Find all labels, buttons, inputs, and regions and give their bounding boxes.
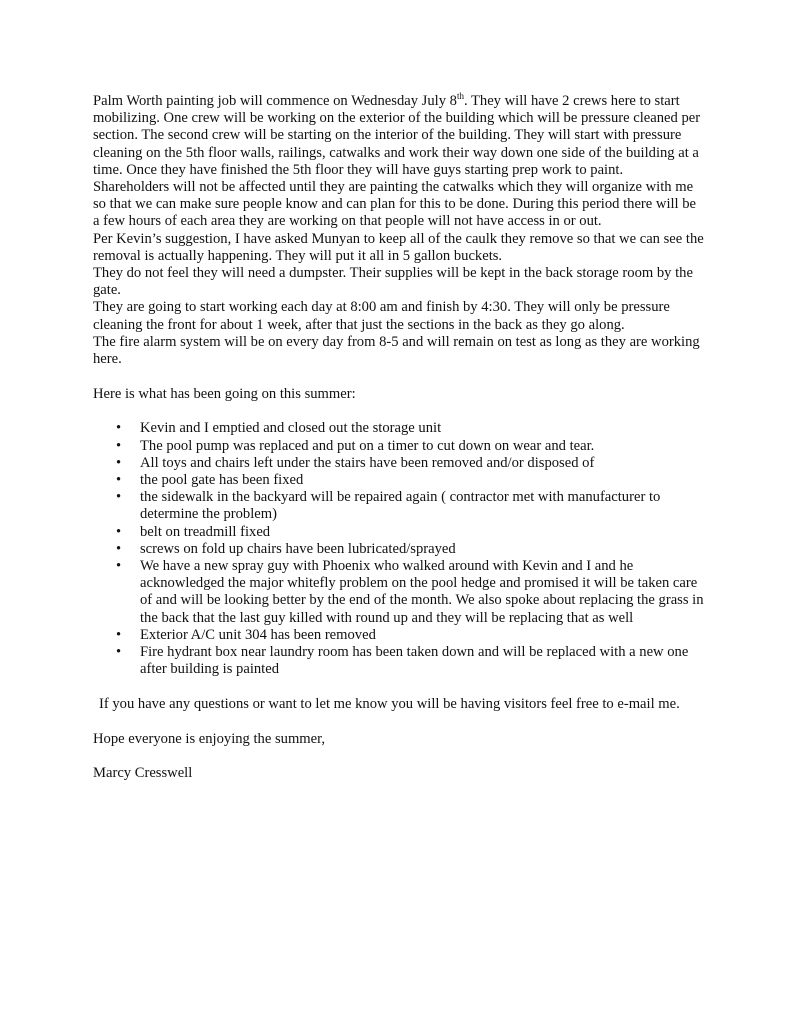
ordinal-suffix: th bbox=[456, 91, 464, 102]
list-item-text: belt on treadmill fixed bbox=[140, 523, 271, 540]
signature: Marcy Cresswell bbox=[93, 765, 193, 782]
list-item bbox=[116, 420, 705, 437]
list-item-text: Fire hydrant box near laundry room has been taken down and will be replaced with a new one after building is painted bbox=[140, 644, 689, 678]
list-item-text: The pool pump was replaced and put on a timer to cut down on wear and tear. bbox=[140, 437, 595, 454]
summer-heading: Here is what has been going on this summer: bbox=[93, 385, 356, 402]
spacer bbox=[93, 713, 705, 731]
letter-body bbox=[93, 93, 705, 783]
list-item bbox=[116, 540, 705, 558]
list-item bbox=[116, 523, 705, 541]
list-item bbox=[116, 454, 705, 472]
paragraph-work-hours: They are going to start working each day at 8:00 am and finish by 4:30. They will only be pressure cleaning the front for about 1 week, after that just the sections in the back as they go along. bbox=[93, 299, 670, 333]
paragraph-shareholders: Shareholders will not be affected until they are painting the catwalks which they will organize with me so that we can make sure people know and can plan for this to be done. During this period there will be a few hours of each area they are working on that people will not have access in or out. bbox=[93, 179, 697, 230]
paragraph-questions: If you have any questions or want to let me know you will be having visitors feel free to e-mail me. bbox=[99, 696, 680, 712]
list-item bbox=[116, 489, 705, 523]
paragraph-fire-alarm: The fire alarm system will be on every day from 8-5 and will remain on test as long as they are working here. bbox=[93, 333, 700, 368]
list-item bbox=[116, 437, 705, 455]
paragraph-painting-job bbox=[93, 93, 705, 179]
paragraph-dumpster: They do not feel they will need a dumpster. Their supplies will be kept in the back storage room by the gate. bbox=[93, 265, 693, 299]
bullet-icon: • bbox=[116, 437, 122, 454]
paragraph-caulk: Per Kevin’s suggestion, I have asked Munyan to keep all of the caulk they remove so that we can see the removal is actually happening. They will put it all in 5 gallon buckets. bbox=[93, 230, 704, 264]
list-item-text: Exterior A/C unit 304 has been removed bbox=[140, 626, 376, 643]
list-item bbox=[116, 558, 705, 627]
list-item bbox=[116, 626, 705, 644]
painting-job-text-start: Palm Worth painting job will commence on Wednesday July 8 bbox=[93, 93, 457, 109]
list-item bbox=[116, 644, 705, 678]
bullet-icon: • bbox=[116, 540, 122, 557]
spacer bbox=[93, 748, 705, 766]
list-item-text: Kevin and I emptied and closed out the storage unit bbox=[140, 420, 442, 437]
bullet-icon: • bbox=[116, 523, 122, 540]
list-item-text: the sidewalk in the backyard will be repaired again ( contractor met with manufacturer to determine the problem) bbox=[140, 489, 661, 523]
bullet-icon: • bbox=[116, 626, 122, 643]
bullet-icon: • bbox=[116, 644, 122, 661]
summer-list bbox=[93, 420, 705, 678]
list-item-text: the pool gate has been fixed bbox=[140, 472, 304, 489]
spacer bbox=[93, 679, 705, 697]
list-item-text: screws on fold up chairs have been lubricated/sprayed bbox=[140, 540, 456, 557]
bullet-icon: • bbox=[116, 489, 122, 506]
bullet-icon: • bbox=[116, 420, 122, 437]
list-item-text: We have a new spray guy with Phoenix who walked around with Kevin and I and he acknowledged the major whitefly problem on the pool hedge and promised it will be taken care of and will be looking better by the end of the month. We also spoke about replacing the grass in the back that the last guy killed with round up and they will be replacing that as well bbox=[140, 558, 704, 626]
painting-job-text-end: . They will have 2 crews here to start mobilizing. One crew will be working on the exterior of the building which will be pressure cleaned per section. The second crew will be starting on the interior of the building. They will start with pressure cleaning on the 5th floor walls, railings, catwalks and work their way down one side of the building at a time. Once they have finished the 5th floor they will have guys starting prep work to paint. bbox=[93, 93, 701, 178]
list-item-text: All toys and chairs left under the stairs have been removed and/or disposed of bbox=[140, 454, 595, 471]
list-item bbox=[116, 472, 705, 489]
bullet-icon: • bbox=[116, 472, 122, 489]
bullet-icon: • bbox=[116, 558, 122, 575]
spacer bbox=[93, 368, 705, 386]
bullet-icon: • bbox=[116, 454, 122, 471]
closing-line: Hope everyone is enjoying the summer, bbox=[93, 730, 326, 747]
